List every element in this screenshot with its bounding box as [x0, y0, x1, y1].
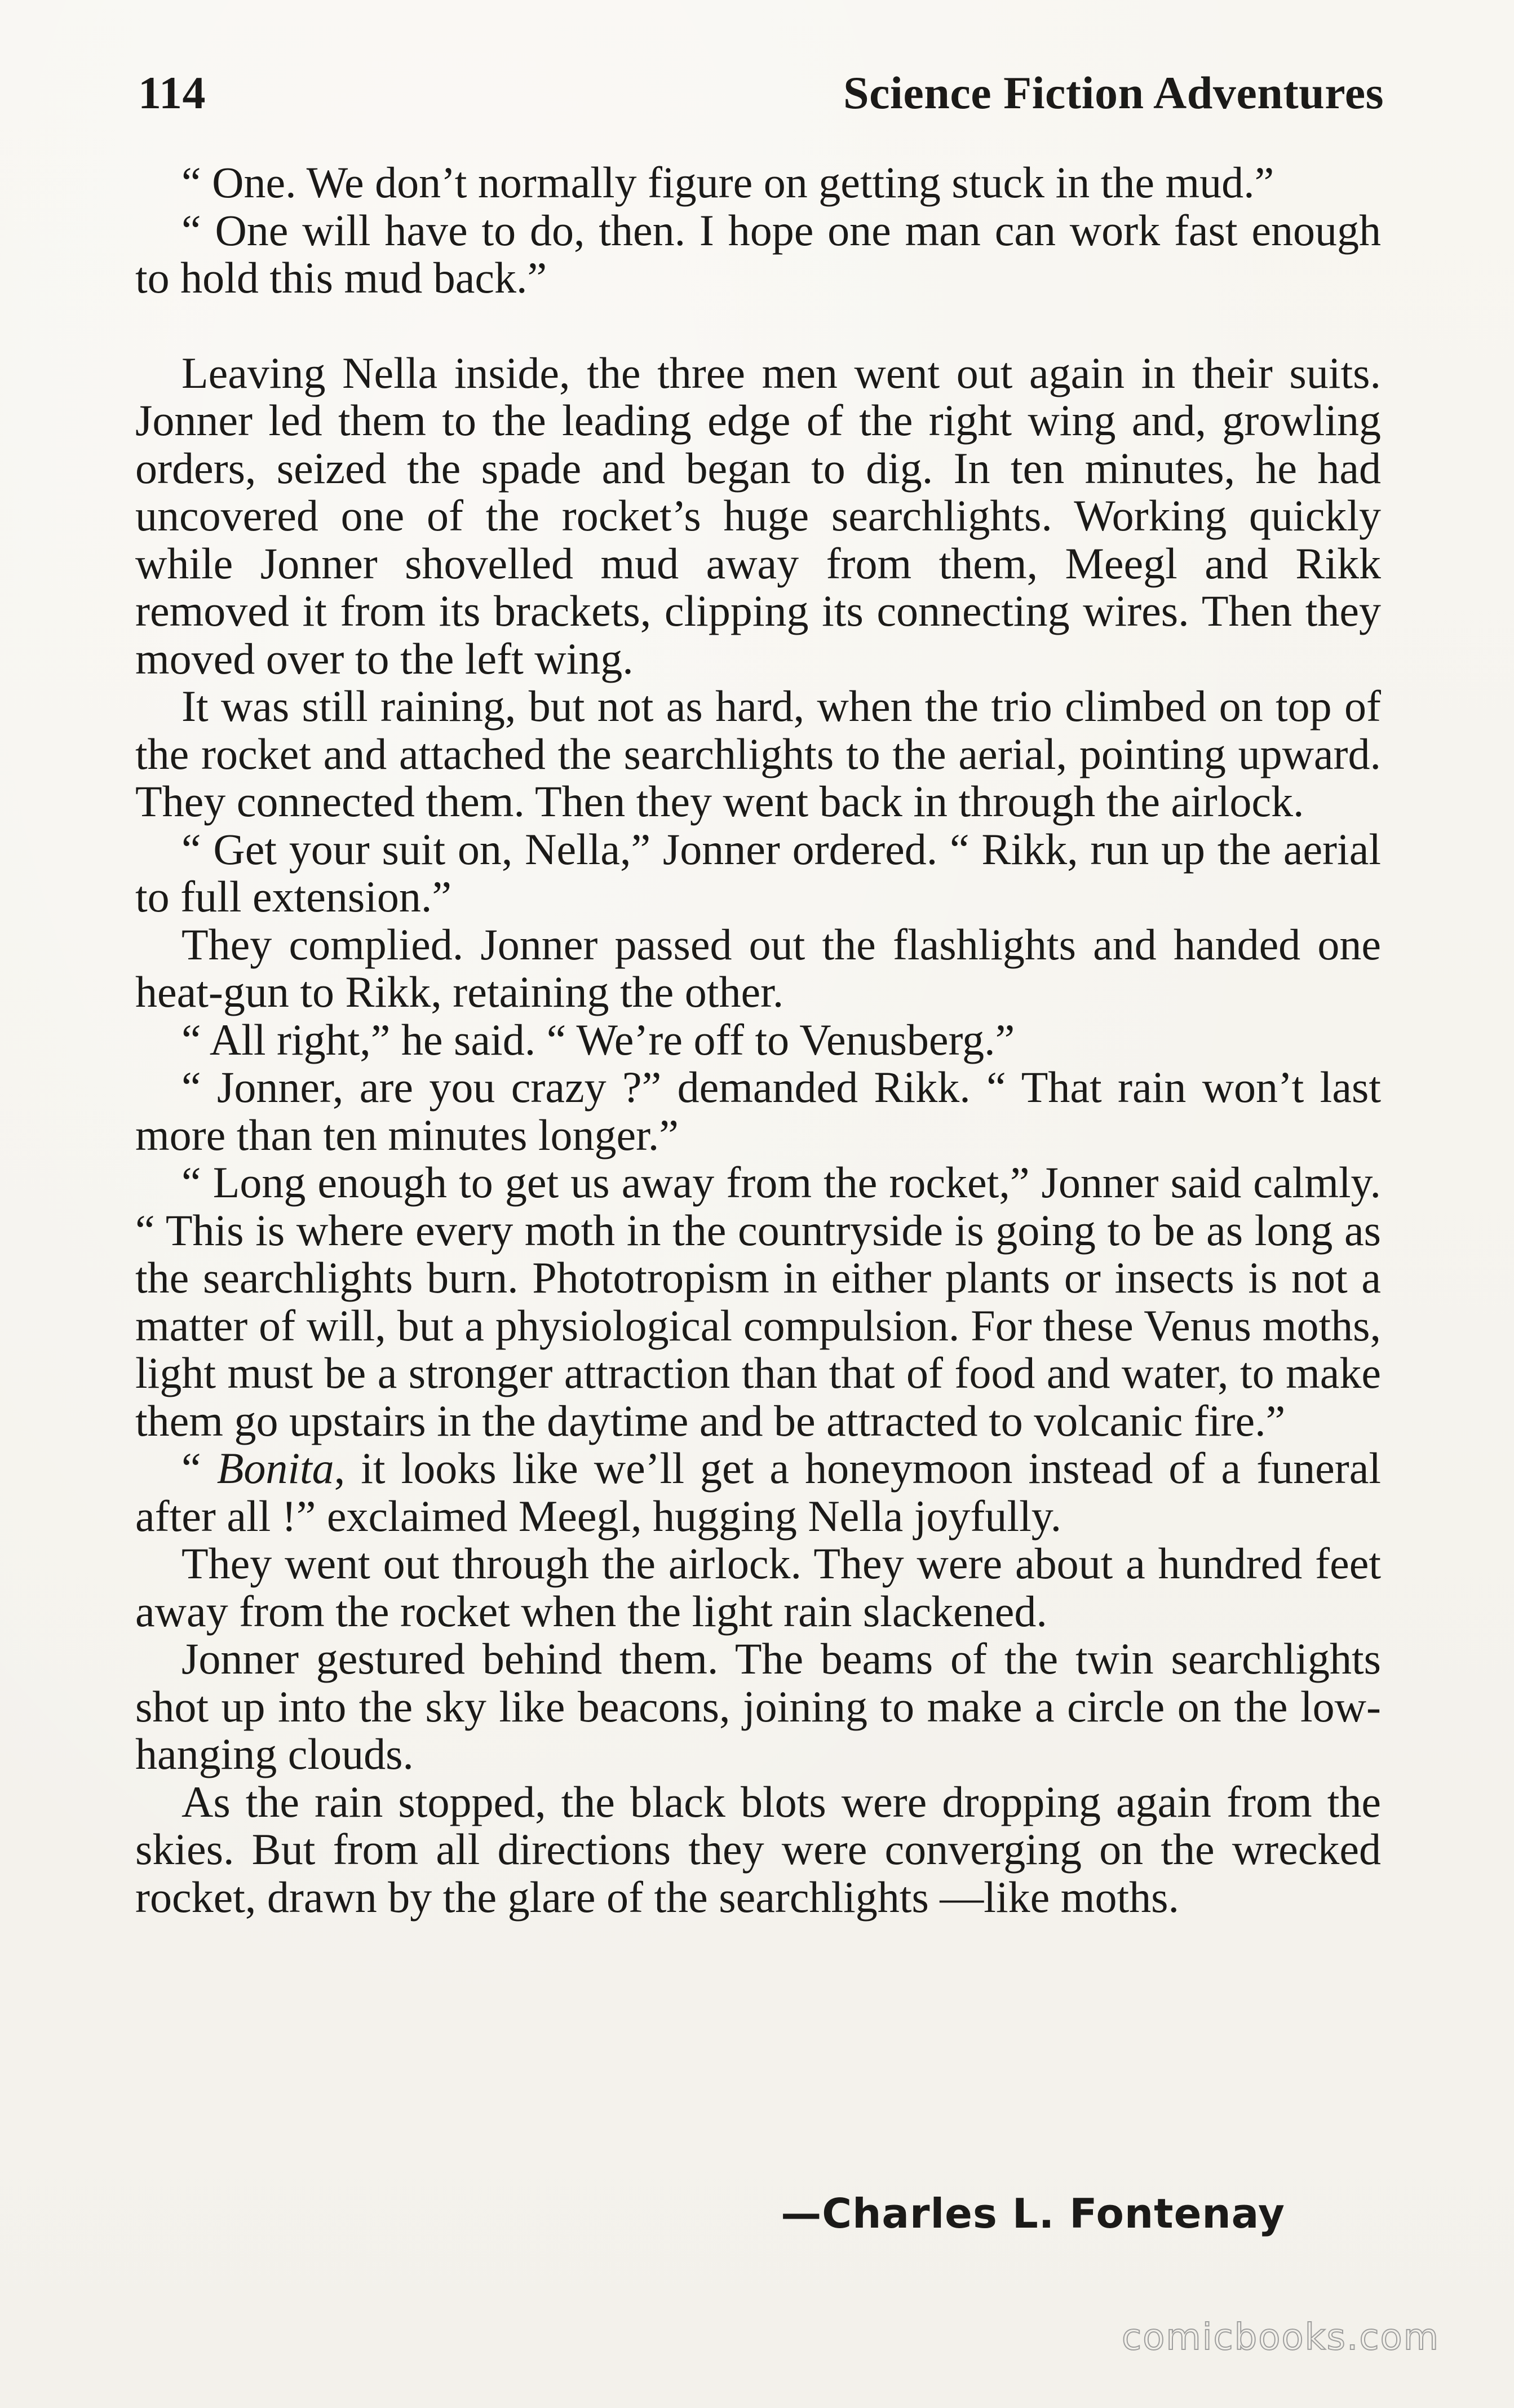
paragraph: They went out through the airlock. They were about a hundred feet away from the rocket when the light rain slackened. — [135, 1539, 1381, 1636]
author-byline: —Charles L. Fontenay — [781, 2190, 1285, 2237]
paragraph: Leaving Nella inside, the three men went out again in their suits. Jonner led them to the leading edge of the right wing and, growling orders, seized the spade and began to dig. In ten minutes, he had uncovered one of the rocket’s huge searchlights. Working quickly while Jonner shovelled mud away from them, Meegl and Rikk removed it from its brackets, clipping its connecting wires. Then they moved over to the left wing. — [135, 348, 1381, 683]
page-header — [138, 67, 1384, 129]
site-watermark: comicbooks.com — [1122, 2317, 1440, 2358]
paragraph: “ One will have to do, then. I hope one man can work fast enough to hold this mud back.” — [135, 205, 1381, 302]
paragraph: “ One. We don’t normally figure on getting stuck in the mud.” — [181, 158, 1274, 207]
story-body — [135, 159, 1381, 1921]
paragraph: “ Long enough to get us away from the rocket,” Jonner said calmly. “ This is where every moth in the countryside is going to be as long as the searchlights burn. Phototropism in either plants or insects is not a matter of will, but a physiological compulsion. For these Venus moths, light must be a stronger attraction than that of food and water, to make them go upstairs in the daytime and be attracted to volcanic fire.” — [135, 1158, 1381, 1445]
italic-name: Bonita — [216, 1444, 334, 1493]
paragraph: “ Get your suit on, Nella,” Jonner ordered. “ Rikk, run up the aerial to full extension.” — [135, 824, 1381, 921]
paragraph: “ Jonner, are you crazy ?” demanded Rikk. “ That rain won’t last more than ten minutes longer.” — [135, 1063, 1381, 1159]
paragraph: “ All right,” he said. “ We’re off to Venusberg.” — [181, 1015, 1015, 1064]
running-head: Science Fiction Adventures — [843, 67, 1384, 118]
paragraph: Jonner gestured behind them. The beams of the twin searchlights shot up into the sky like beacons, joining to make a circle on the low-hanging clouds. — [135, 1634, 1381, 1778]
paragraph: As the rain stopped, the black blots were dropping again from the skies. But from all directions they were converging on the wrecked rocket, drawn by the glare of the searchlights —like moths. — [135, 1777, 1381, 1922]
paragraph: They complied. Jonner passed out the flashlights and handed one heat-gun to Rikk, retaining the other. — [135, 919, 1381, 1016]
paragraph: It was still raining, but not as hard, when the trio climbed on top of the rocket and attached the searchlights to the aerial, pointing upward. They connected them. Then they went back in through the airlock. — [135, 681, 1381, 826]
paragraph: “ Bonita, it looks like we’ll get a honeymoon instead of a funeral after all !” exclaimed Meegl, hugging Nella joyfully. — [135, 1444, 1381, 1541]
page-number: 114 — [138, 67, 206, 118]
